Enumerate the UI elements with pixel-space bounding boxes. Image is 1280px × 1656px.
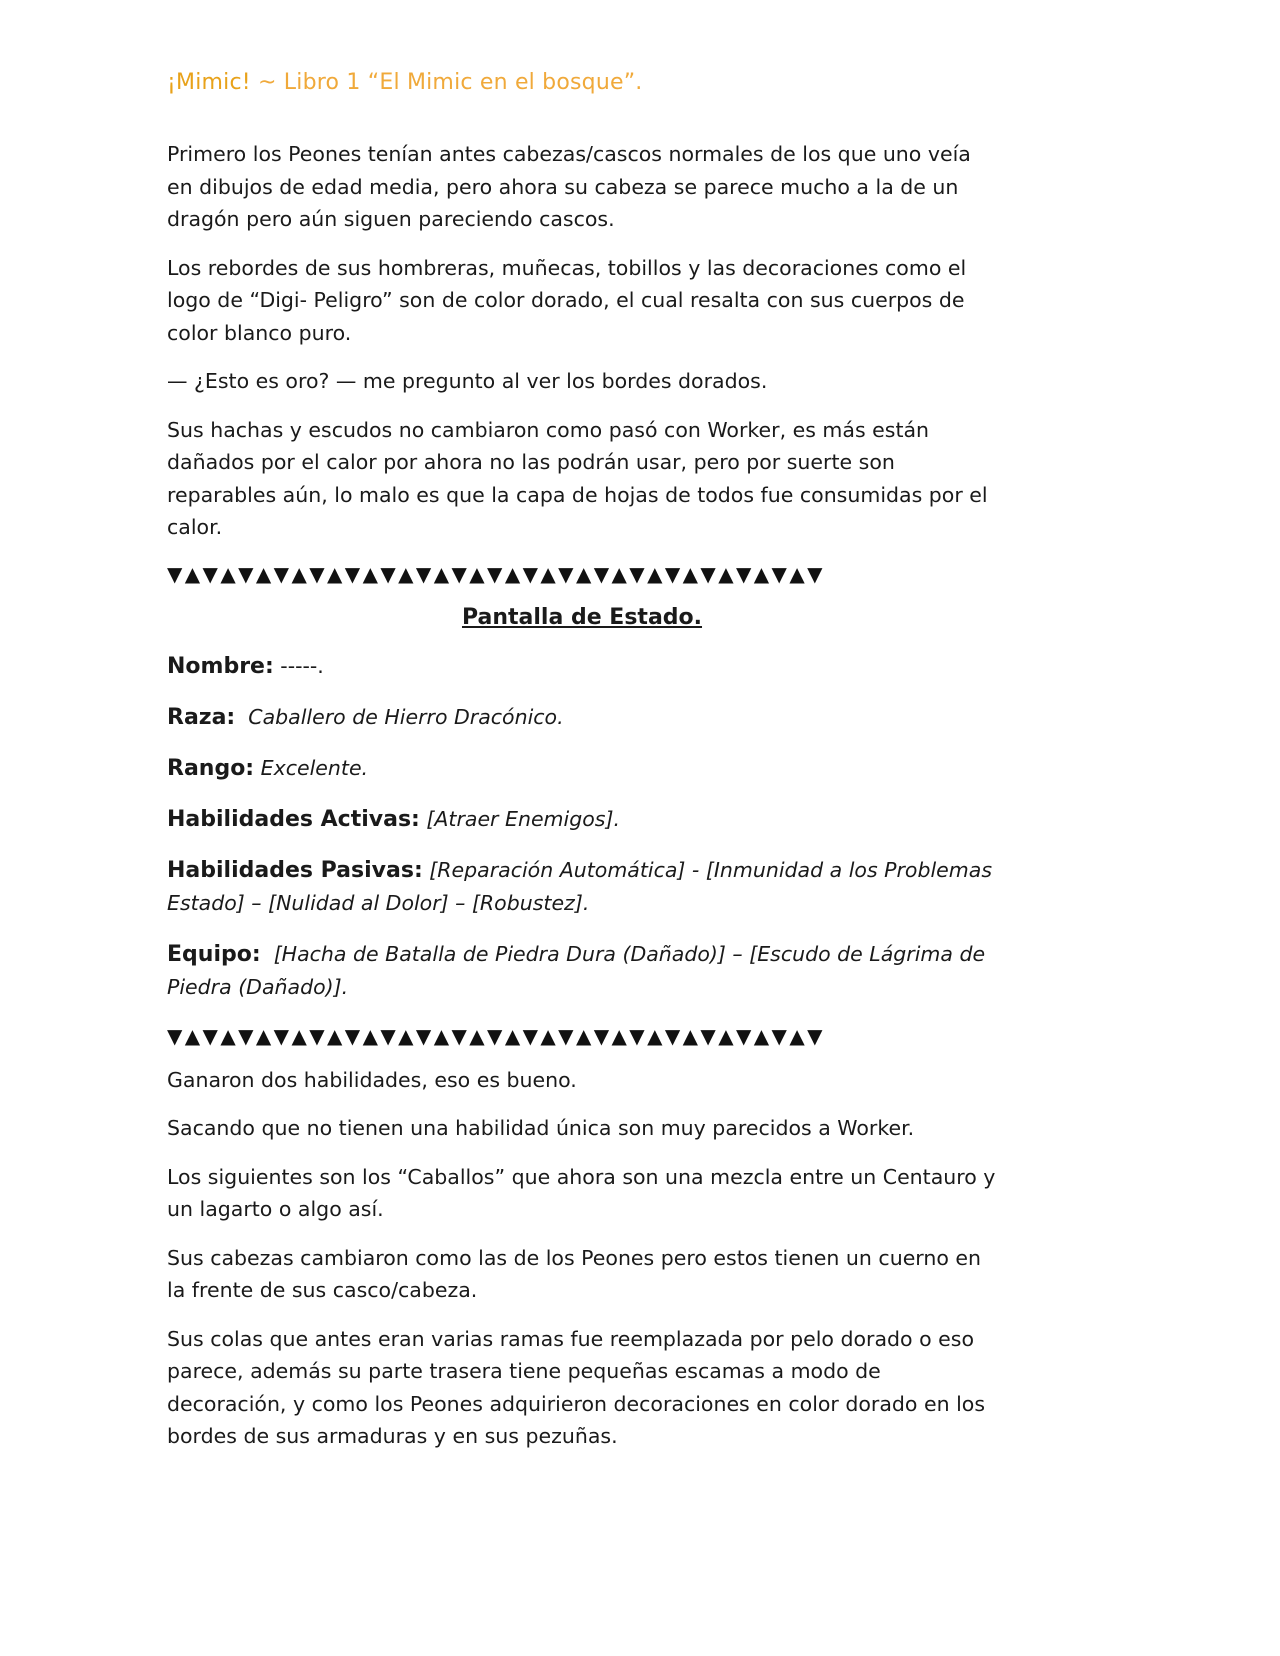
stat-label: Equipo: bbox=[167, 941, 261, 967]
status-screen-title: Pantalla de Estado. bbox=[461, 604, 703, 630]
stat-label: Nombre: bbox=[167, 653, 274, 679]
status-nombre bbox=[167, 650, 997, 683]
stat-label: Raza: bbox=[167, 704, 236, 730]
status-habilidades-activas bbox=[167, 803, 997, 836]
dialogue-line: — ¿Esto es oro? — me pregunto al ver los bordes dorados. bbox=[167, 369, 768, 393]
status-equipo bbox=[167, 938, 997, 1004]
stat-value: [Reparación Automática] - [Inmunidad a los Problemas Estado] – [Nulidad al Dolor] – [Robustez]. bbox=[167, 857, 993, 915]
header-brand: ¡Mimic! bbox=[167, 70, 251, 95]
document-body bbox=[167, 138, 997, 1469]
status-rango bbox=[167, 752, 997, 785]
paragraph: Los siguientes son los “Caballos” que ahora son una mezcla entre un Centauro y un lagarto o algo así. bbox=[167, 1164, 996, 1221]
stat-label: Rango: bbox=[167, 755, 255, 781]
stat-value: [Hacha de Batalla de Piedra Dura (Dañado)] – [Escudo de Lágrima de Piedra (Dañado)]. bbox=[167, 941, 986, 999]
stat-value: -----. bbox=[273, 653, 324, 678]
paragraph: Sacando que no tienen una habilidad única son muy parecidos a Worker. bbox=[167, 1116, 915, 1140]
paragraph: Primero los Peones tenían antes cabezas/cascos normales de los que uno veía en dibujos de edad media, pero ahora su cabeza se parece mucho a la de un dragón pero aún siguen pareciendo cascos. bbox=[167, 142, 971, 231]
paragraph: Sus colas que antes eran varias ramas fue reemplazada por pelo dorado o eso parece, además su parte trasera tiene pequeñas escamas a modo de decoración, y como los Peones adquirieron decoraciones en color dorado en los bordes de sus armaduras y en sus pezuñas. bbox=[167, 1326, 986, 1448]
status-habilidades-pasivas bbox=[167, 854, 997, 920]
triangle-divider-top: ▼▲▼▲▼▲▼▲▼▲▼▲▼▲▼▲▼▲▼▲▼▲▼▲▼▲▼▲▼▲▼▲▼▲▼▲▼ bbox=[167, 561, 825, 586]
paragraph: Los rebordes de sus hombreras, muñecas, tobillos y las decoraciones como el logo de “Digi- Peligro” son de color dorado, el cual resalta con sus cuerpos de color blanco puro. bbox=[167, 255, 967, 345]
status-raza bbox=[167, 701, 997, 734]
stat-value: Excelente. bbox=[260, 755, 369, 780]
triangle-divider-bottom: ▼▲▼▲▼▲▼▲▼▲▼▲▼▲▼▲▼▲▼▲▼▲▼▲▼▲▼▲▼▲▼▲▼▲▼▲▼ bbox=[167, 1023, 825, 1048]
stat-value: Caballero de Hierro Dracónico. bbox=[248, 704, 564, 729]
page-header bbox=[167, 70, 643, 95]
paragraph: Sus cabezas cambiaron como las de los Peones pero estos tienen un cuerno en la frente de sus casco/cabeza. bbox=[167, 1245, 982, 1302]
paragraph: Ganaron dos habilidades, eso es bueno. bbox=[167, 1067, 577, 1092]
paragraph: Sus hachas y escudos no cambiaron como pasó con Worker, es más están dañados por el calor por ahora no las podrán usar, pero por suerte son reparables aún, lo malo es que la capa de hojas de todos fue consumidas por el calor. bbox=[167, 417, 988, 539]
stat-label: Habilidades Activas: bbox=[167, 806, 420, 832]
stat-value: [Atraer Enemigos]. bbox=[426, 806, 620, 831]
stat-label: Habilidades Pasivas: bbox=[167, 857, 423, 883]
header-title: ~ Libro 1 “El Mimic en el bosque”. bbox=[250, 70, 643, 95]
